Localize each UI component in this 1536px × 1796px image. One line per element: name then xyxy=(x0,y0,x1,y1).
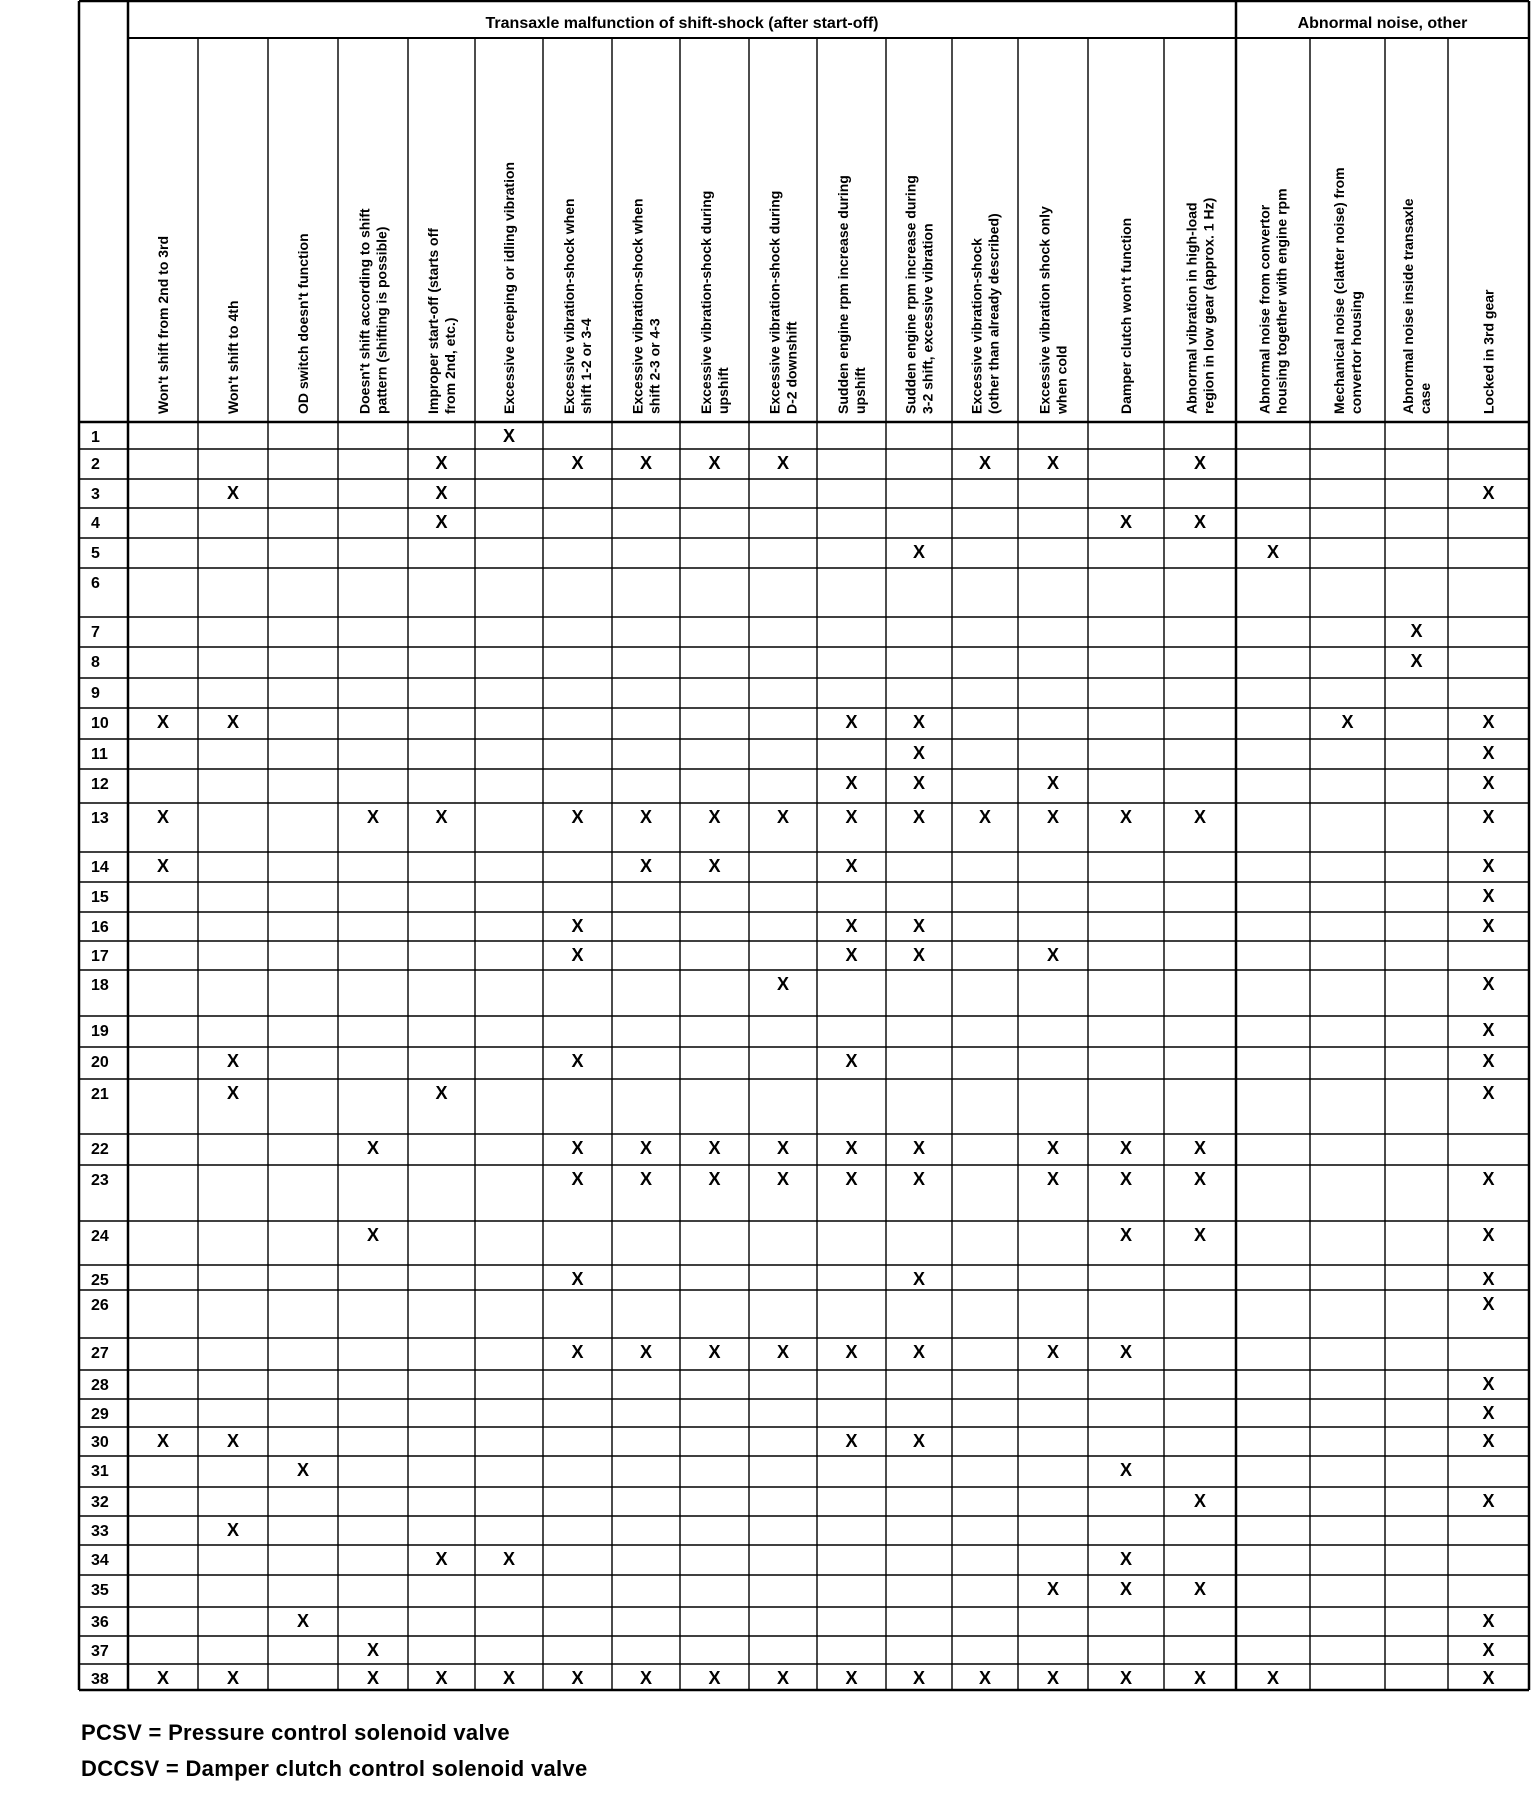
x-mark: X xyxy=(571,807,584,827)
x-mark: X xyxy=(571,453,584,473)
x-mark: X xyxy=(639,856,653,876)
x-mark: X xyxy=(845,1431,858,1451)
row-number: 19 xyxy=(91,1023,109,1040)
x-mark: X xyxy=(1482,1668,1495,1688)
column-header: Improper start-off (starts off xyxy=(425,228,441,414)
x-mark: X xyxy=(1119,1138,1133,1158)
x-mark: X xyxy=(571,1342,584,1362)
x-mark: X xyxy=(776,1169,790,1189)
column-header: Excessive vibration-shock during xyxy=(698,190,714,414)
column-header: Mechanical noise (clatter noise) from xyxy=(1331,167,1347,414)
row-number: 17 xyxy=(91,948,109,965)
x-mark: X xyxy=(912,773,926,793)
x-mark: X xyxy=(1482,1269,1495,1289)
x-mark: X xyxy=(1482,916,1495,936)
column-header: region in low gear (approx. 1 Hz) xyxy=(1200,197,1217,414)
x-mark: X xyxy=(912,1431,926,1451)
x-mark: X xyxy=(978,1668,992,1688)
column-header: 3-2 shift, excessive vibration xyxy=(919,223,936,414)
x-mark: X xyxy=(366,1668,380,1688)
x-mark: X xyxy=(366,1225,380,1245)
row-number: 4 xyxy=(91,515,100,532)
x-mark: X xyxy=(1482,1374,1495,1394)
row-number: 9 xyxy=(91,685,100,702)
x-mark: X xyxy=(435,1668,448,1688)
column-header: Abnormal noise from convertor xyxy=(1256,204,1273,414)
row-number: 6 xyxy=(91,575,100,592)
x-mark: X xyxy=(1410,651,1423,671)
row-number: 37 xyxy=(91,1643,109,1660)
x-mark: X xyxy=(435,512,448,532)
x-mark: X xyxy=(708,453,721,473)
x-mark: X xyxy=(1482,1640,1495,1660)
x-mark: X xyxy=(1482,1431,1495,1451)
x-mark: X xyxy=(1119,1342,1133,1362)
x-mark: X xyxy=(639,1138,653,1158)
x-mark: X xyxy=(1046,945,1060,965)
x-mark: X xyxy=(1193,1225,1207,1245)
row-number: 22 xyxy=(91,1141,109,1158)
row-number: 21 xyxy=(91,1086,109,1103)
x-mark: X xyxy=(1119,1169,1133,1189)
x-mark: X xyxy=(226,483,240,503)
x-mark: X xyxy=(366,1138,380,1158)
x-mark: X xyxy=(1193,1169,1207,1189)
x-mark: X xyxy=(1482,1611,1495,1631)
x-mark: X xyxy=(435,1549,448,1569)
x-mark: X xyxy=(1193,512,1207,532)
x-mark: X xyxy=(1193,1138,1207,1158)
row-number: 1 xyxy=(91,429,100,446)
row-number: 5 xyxy=(91,545,100,562)
x-mark: X xyxy=(571,945,584,965)
x-mark: X xyxy=(845,773,858,793)
x-mark: X xyxy=(226,712,240,732)
x-mark: X xyxy=(1482,856,1495,876)
x-mark: X xyxy=(845,945,858,965)
x-mark: X xyxy=(912,1668,926,1688)
row-number: 2 xyxy=(91,456,100,473)
x-mark: X xyxy=(156,1668,170,1688)
x-mark: X xyxy=(1482,773,1495,793)
x-mark: X xyxy=(226,1051,240,1071)
x-mark: X xyxy=(571,1138,584,1158)
column-header: Won't shift from 2nd to 3rd xyxy=(155,235,171,414)
x-mark: X xyxy=(435,453,448,473)
x-mark: X xyxy=(1482,1491,1495,1511)
row-number: 35 xyxy=(91,1582,109,1599)
x-mark: X xyxy=(1119,1225,1133,1245)
x-mark: X xyxy=(1046,1579,1060,1599)
x-mark: X xyxy=(776,807,790,827)
x-mark: X xyxy=(1046,1342,1060,1362)
column-header: case xyxy=(1417,382,1433,414)
x-mark: X xyxy=(1482,1083,1495,1103)
x-mark: X xyxy=(845,1051,858,1071)
x-mark: X xyxy=(1193,807,1207,827)
x-mark: X xyxy=(1482,1403,1495,1423)
x-mark: X xyxy=(435,807,448,827)
x-mark: X xyxy=(708,1169,721,1189)
x-mark: X xyxy=(571,1668,584,1688)
group-header: Transaxle malfunction of shift-shock (after start-off) xyxy=(485,15,879,32)
x-mark: X xyxy=(1482,1051,1495,1071)
x-mark: X xyxy=(1482,974,1495,994)
x-mark: X xyxy=(502,426,516,446)
x-mark: X xyxy=(639,1169,653,1189)
x-mark: X xyxy=(845,856,858,876)
row-number: 13 xyxy=(91,810,109,827)
x-mark: X xyxy=(1119,1668,1133,1688)
x-mark: X xyxy=(226,1083,240,1103)
x-mark: X xyxy=(156,1431,170,1451)
row-number: 14 xyxy=(91,859,109,876)
x-mark: X xyxy=(845,916,858,936)
row-number: 34 xyxy=(91,1552,109,1569)
x-mark: X xyxy=(1193,1668,1207,1688)
column-header: pattern (shifting is possible) xyxy=(373,226,390,414)
x-mark: X xyxy=(708,807,721,827)
column-header: Abnormal noise inside transaxle xyxy=(1400,198,1416,414)
x-mark: X xyxy=(776,1668,790,1688)
x-mark: X xyxy=(1193,453,1207,473)
row-number: 10 xyxy=(91,715,109,732)
x-mark: X xyxy=(912,542,926,562)
x-mark: X xyxy=(435,1083,448,1103)
row-number: 26 xyxy=(91,1297,109,1314)
row-number: 8 xyxy=(91,654,100,671)
x-mark: X xyxy=(776,453,790,473)
column-header: shift 1-2 or 3-4 xyxy=(578,318,594,414)
x-mark: X xyxy=(1046,773,1060,793)
column-header: Locked in 3rd gear xyxy=(1480,289,1497,414)
row-number: 32 xyxy=(91,1494,109,1511)
x-mark: X xyxy=(1482,483,1495,503)
x-mark: X xyxy=(912,1269,926,1289)
x-mark: X xyxy=(639,453,653,473)
x-mark: X xyxy=(1482,743,1495,763)
row-number: 15 xyxy=(91,889,109,906)
x-mark: X xyxy=(912,743,926,763)
column-header: Won't shift to 4th xyxy=(225,300,241,414)
x-mark: X xyxy=(1266,542,1280,562)
row-number: 25 xyxy=(91,1272,109,1289)
x-mark: X xyxy=(639,1342,653,1362)
x-mark: X xyxy=(1119,807,1133,827)
column-header: housing together with engine rpm xyxy=(1273,188,1290,414)
x-mark: X xyxy=(1193,1491,1207,1511)
column-header: upshift xyxy=(715,367,731,414)
x-mark: X xyxy=(912,712,926,732)
x-mark: X xyxy=(708,1342,721,1362)
column-header: Damper clutch won't function xyxy=(1118,217,1134,414)
x-mark: X xyxy=(226,1431,240,1451)
x-mark: X xyxy=(156,712,170,732)
x-mark: X xyxy=(1410,621,1423,641)
column-header: convertor housing xyxy=(1348,291,1364,414)
x-mark: X xyxy=(912,1342,926,1362)
x-mark: X xyxy=(1046,1668,1060,1688)
legend-dccsv: DCCSV = Damper clutch control solenoid valve xyxy=(81,1756,588,1781)
row-number: 30 xyxy=(91,1434,109,1451)
x-mark: X xyxy=(502,1668,516,1688)
row-number: 36 xyxy=(91,1614,109,1631)
column-header: Abnormal vibration in high-load xyxy=(1183,202,1200,414)
x-mark: X xyxy=(366,1640,380,1660)
column-header: Doesn't shift according to shift xyxy=(356,208,373,414)
row-number: 31 xyxy=(91,1463,109,1480)
x-mark: X xyxy=(1046,807,1060,827)
x-mark: X xyxy=(1119,1549,1133,1569)
x-mark: X xyxy=(845,1169,858,1189)
x-mark: X xyxy=(502,1549,516,1569)
x-mark: X xyxy=(1119,1579,1133,1599)
column-header: Excessive creeping or idling vibration xyxy=(501,161,517,414)
x-mark: X xyxy=(776,1138,790,1158)
row-number: 28 xyxy=(91,1377,109,1394)
x-mark: X xyxy=(912,807,926,827)
column-header: D-2 downshift xyxy=(783,321,800,414)
x-mark: X xyxy=(366,807,380,827)
x-mark: X xyxy=(226,1668,240,1688)
x-mark: X xyxy=(912,945,926,965)
x-mark: X xyxy=(156,856,170,876)
x-mark: X xyxy=(978,807,992,827)
x-mark: X xyxy=(1046,453,1060,473)
x-mark: X xyxy=(435,483,448,503)
x-mark: X xyxy=(639,807,653,827)
x-mark: X xyxy=(571,1051,584,1071)
column-header: when cold xyxy=(1053,345,1070,414)
column-header: (other than already described) xyxy=(985,213,1002,414)
x-mark: X xyxy=(226,1520,240,1540)
column-header: OD switch doesn't function xyxy=(295,233,311,414)
x-mark: X xyxy=(1482,1020,1495,1040)
x-mark: X xyxy=(1046,1169,1060,1189)
column-header: shift 2-3 or 4-3 xyxy=(646,318,663,414)
x-mark: X xyxy=(1119,1460,1133,1480)
x-mark: X xyxy=(776,1342,790,1362)
column-header: Sudden engine rpm increase during xyxy=(835,175,851,414)
x-mark: X xyxy=(912,1169,926,1189)
row-number: 12 xyxy=(91,776,109,793)
row-number: 3 xyxy=(91,486,100,503)
row-number: 38 xyxy=(91,1671,109,1688)
x-mark: X xyxy=(639,1668,653,1688)
x-mark: X xyxy=(571,916,584,936)
column-header: Sudden engine rpm increase during xyxy=(902,175,919,414)
x-mark: X xyxy=(1482,886,1495,906)
x-mark: X xyxy=(296,1611,310,1631)
x-mark: X xyxy=(1119,512,1133,532)
row-number: 27 xyxy=(91,1345,109,1362)
x-mark: X xyxy=(1482,1169,1495,1189)
x-mark: X xyxy=(845,807,858,827)
x-mark: X xyxy=(845,1342,858,1362)
row-number: 16 xyxy=(91,919,109,936)
column-header: Excessive vibration-shock when xyxy=(629,198,646,414)
column-header: Excessive vibration shock only xyxy=(1036,206,1053,414)
column-header: Excessive vibration-shock during xyxy=(766,190,783,414)
x-mark: X xyxy=(1341,712,1354,732)
x-mark: X xyxy=(845,712,858,732)
x-mark: X xyxy=(1482,712,1495,732)
row-number: 20 xyxy=(91,1054,109,1071)
row-number: 23 xyxy=(91,1172,109,1189)
x-mark: X xyxy=(1193,1579,1207,1599)
x-mark: X xyxy=(912,916,926,936)
x-mark: X xyxy=(1482,807,1495,827)
row-number: 11 xyxy=(91,746,108,763)
x-mark: X xyxy=(708,1138,721,1158)
x-mark: X xyxy=(1482,1225,1495,1245)
x-mark: X xyxy=(708,1668,721,1688)
column-header: Excessive vibration-shock xyxy=(968,238,985,414)
column-header: Excessive vibration-shock when xyxy=(561,198,577,414)
row-number: 24 xyxy=(91,1228,109,1245)
x-mark: X xyxy=(156,807,170,827)
x-mark: X xyxy=(571,1269,584,1289)
x-mark: X xyxy=(845,1668,858,1688)
x-mark: X xyxy=(912,1138,926,1158)
x-mark: X xyxy=(708,856,721,876)
row-number: 33 xyxy=(91,1523,109,1540)
x-mark: X xyxy=(1482,1294,1495,1314)
row-number: 7 xyxy=(91,624,100,641)
x-mark: X xyxy=(1046,1138,1060,1158)
legend-pcsv: PCSV = Pressure control solenoid valve xyxy=(81,1720,510,1745)
x-mark: X xyxy=(296,1460,310,1480)
row-number: 29 xyxy=(91,1406,109,1423)
x-mark: X xyxy=(571,1169,584,1189)
group-header: Abnormal noise, other xyxy=(1297,15,1468,32)
column-header: upshift xyxy=(852,367,868,414)
x-mark: X xyxy=(978,453,992,473)
column-header: from 2nd, etc.) xyxy=(442,317,458,414)
x-mark: X xyxy=(845,1138,858,1158)
x-mark: X xyxy=(1266,1668,1280,1688)
x-mark: X xyxy=(776,974,790,994)
row-number: 18 xyxy=(91,977,109,994)
